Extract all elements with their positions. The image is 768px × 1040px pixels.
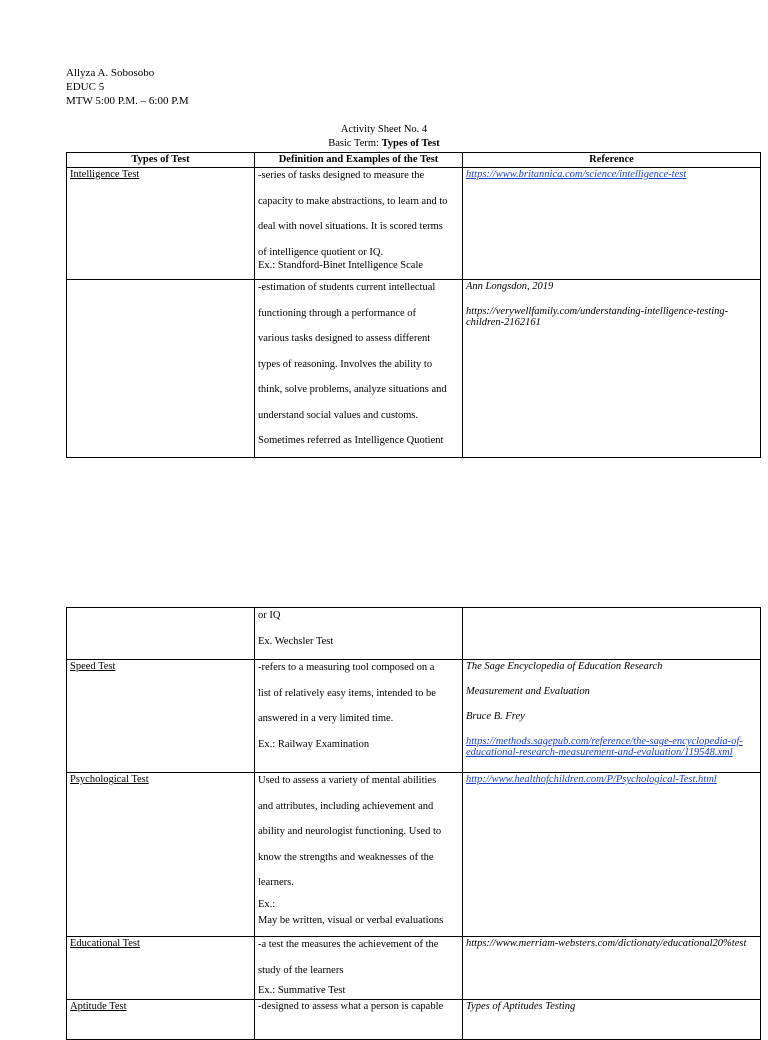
table-row [67,280,761,458]
reference-url: https://verywellfamily.com/understanding-intelligence-testing-children-2162161 [466,306,729,328]
def-line: -designed to assess what a person is capable [258,1001,444,1012]
def-line: various tasks designed to assess different [258,333,431,344]
def-line: and attributes, including achievement and [258,800,434,812]
def-line: Ex.: Summative Test [258,985,346,996]
table-row [67,1000,761,1040]
student-name: Allyza A. Sobosobo [66,67,155,79]
definition-cell [255,660,463,773]
activity-title: Activity Sheet No. 4 [340,124,428,135]
type-cell [67,937,255,1000]
type-aptitude: Aptitude Test [70,1001,127,1012]
type-intelligence: Intelligence Test [70,169,140,180]
reference-url: https://www.merriam-websters.com/dictionaty/educational20%test [466,938,747,949]
type-cell [67,660,255,773]
student-header [66,66,189,108]
reference-author: Bruce B. Frey [466,711,525,722]
type-psychological: Psychological Test [70,774,149,785]
type-cell [67,168,255,280]
def-line: study of the learners [258,964,344,976]
def-line: capacity to make abstractions, to learn and to [258,195,448,207]
def-line: Sometimes referred as Intelligence Quotient [258,435,444,446]
definition-cell [255,168,463,280]
type-educational: Educational Test [70,938,140,949]
definition-cell [255,280,463,458]
table-row [67,660,761,773]
reference-cell [463,608,761,660]
def-line: Ex.: Standford-Binet Intelligence Scale [258,260,424,271]
def-line: or IQ [258,610,281,621]
type-cell [67,1000,255,1040]
def-line: -estimation of students current intellectual [258,282,436,293]
def-line: -series of tasks designed to measure the [258,170,425,181]
definition-cell [255,937,463,1000]
reference-title: Types of Aptitudes Testing [466,1001,576,1012]
def-line: understand social values and customs. [258,409,419,421]
def-line: Used to assess a variety of mental abilities [258,775,437,786]
def-line: deal with novel situations. It is scored terms [258,221,443,232]
def-line: functioning through a performance of [258,307,417,319]
definition-cell [255,1000,463,1040]
table-row [67,608,761,660]
reference-link[interactable]: https://www.britannica.com/science/intelligence-test [466,169,687,180]
def-line: Ex. Wechsler Test [258,635,334,647]
def-line: -refers to a measuring tool composed on a [258,662,435,673]
basic-term-value: Types of Test [381,138,440,149]
def-line: May be written, visual or verbal evaluations [258,914,444,926]
definition-cell [255,608,463,660]
reference-cell [463,937,761,1000]
reference-cell [463,280,761,458]
reference-cell [463,773,761,937]
header-reference: Reference [463,153,761,168]
def-line: answered in a very limited time. [258,713,394,724]
def-line: types of reasoning. Involves the ability to [258,358,433,370]
def-line: ability and neurologist functioning. Used to [258,826,442,837]
reference-title: The Sage Encyclopedia of Education Research [466,661,663,672]
def-line: -a test the measures the achievement of the [258,939,439,950]
def-line: of intelligence quotient or IQ. [258,246,384,258]
reference-link[interactable]: http://www.healthofchildren.com/P/Psychological-Test.html [466,774,717,785]
def-line: think, solve problems, analyze situations and [258,384,447,395]
class-schedule: MTW 5:00 P.M. – 6:00 P.M [66,95,189,107]
table-row [67,937,761,1000]
table-row [67,773,761,937]
course-code: EDUC 5 [66,81,105,93]
def-line: Ex.: [258,898,276,910]
reference-cell [463,168,761,280]
basic-term-label: Basic Term: [328,138,382,149]
def-line: list of relatively easy items, intended to be [258,687,436,699]
header-types: Types of Test [67,153,255,168]
header-definition: Definition and Examples of the Test [255,153,463,168]
table-row [67,168,761,280]
type-cell [67,608,255,660]
definition-cell [255,773,463,937]
def-line: know the strengths and weaknesses of the [258,851,434,863]
def-line: Ex.: Railway Examination [258,738,370,750]
reference-cell [463,660,761,773]
types-of-test-table-page2 [66,607,761,1040]
basic-term-line [0,138,768,149]
reference-cell [463,1000,761,1040]
type-speed: Speed Test [70,661,116,672]
def-line: learners. [258,877,294,888]
reference-link[interactable]: https://methods.sagepub.com/reference/the-sage-encyclopedia-of-educational-research-measurement-and-evaluation/119548.xml [466,736,743,758]
type-cell [67,280,255,458]
type-cell [67,773,255,937]
reference-author: Ann Longsdon, 2019 [466,281,554,292]
types-of-test-table-page1 [66,152,761,458]
reference-title-2: Measurement and Evaluation [466,686,590,697]
